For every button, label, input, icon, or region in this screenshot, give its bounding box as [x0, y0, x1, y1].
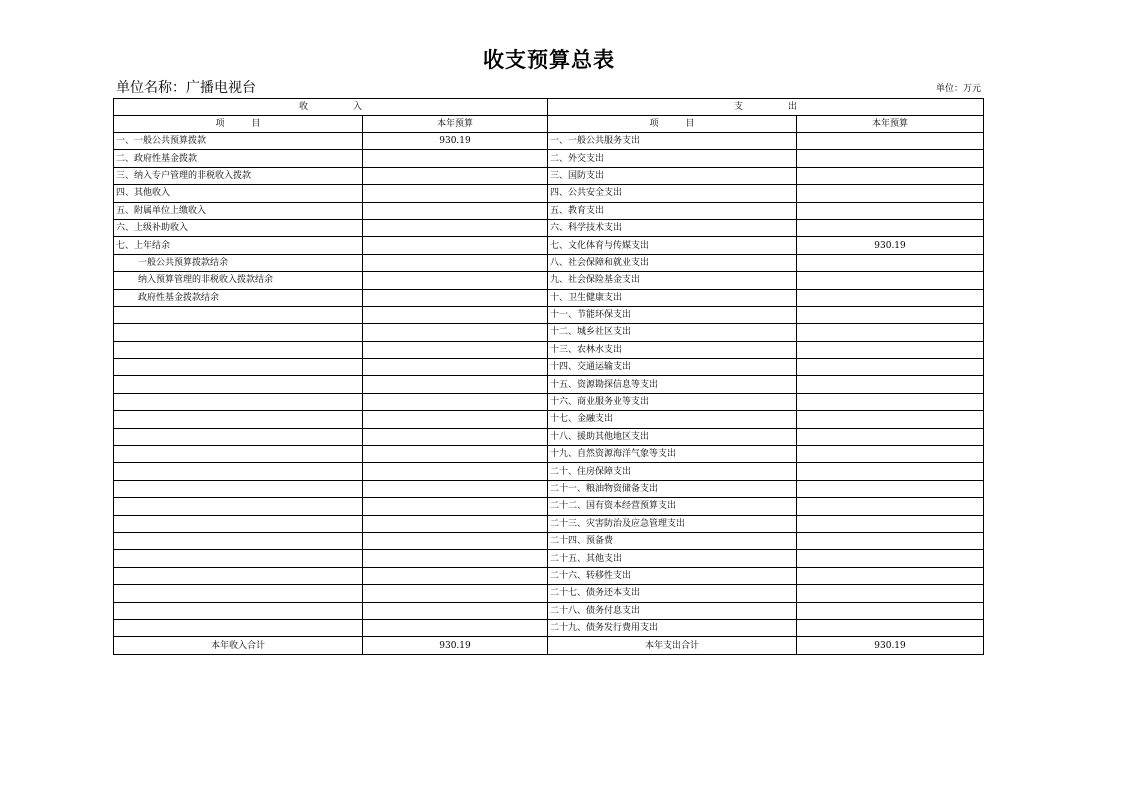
expense-item-cell: 十一、节能环保支出	[548, 306, 797, 323]
income-amount-cell	[363, 359, 548, 376]
table-row	[114, 411, 984, 428]
budget-summary-table	[113, 98, 984, 655]
expense-item-cell: 二十六、转移性支出	[548, 567, 797, 584]
income-amount-cell	[363, 480, 548, 497]
income-item-column-header: 项 目	[114, 116, 363, 133]
income-amount-column-header: 本年预算	[363, 116, 548, 133]
income-amount-cell	[363, 515, 548, 532]
expense-amount-cell	[797, 167, 984, 184]
expense-item-cell: 八、社会保障和就业支出	[548, 254, 797, 271]
table-row	[114, 306, 984, 323]
expense-item-cell: 十八、援助其他地区支出	[548, 428, 797, 445]
income-amount-cell	[363, 567, 548, 584]
table-row	[114, 359, 984, 376]
table-row	[114, 289, 984, 306]
income-item-cell	[114, 480, 363, 497]
expense-item-cell: 二十八、债务付息支出	[548, 602, 797, 619]
income-amount-cell	[363, 498, 548, 515]
expense-item-cell: 六、科学技术支出	[548, 219, 797, 236]
income-amount-cell	[363, 150, 548, 167]
income-amount-cell: 930.19	[363, 133, 548, 150]
income-item-cell	[114, 411, 363, 428]
expense-amount-cell	[797, 150, 984, 167]
expense-amount-cell	[797, 567, 984, 584]
expense-item-cell: 二十一、粮油物资储备支出	[548, 480, 797, 497]
income-amount-cell	[363, 602, 548, 619]
expense-item-cell: 二十九、债务发行费用支出	[548, 619, 797, 636]
expense-amount-cell	[797, 254, 984, 271]
expense-item-column-header: 项 目	[548, 116, 797, 133]
income-item-cell	[114, 602, 363, 619]
expense-item-cell: 四、公共安全支出	[548, 185, 797, 202]
income-item-cell	[114, 515, 363, 532]
table-row	[114, 532, 984, 549]
income-item-cell	[114, 463, 363, 480]
income-amount-cell	[363, 532, 548, 549]
income-item-cell	[114, 359, 363, 376]
table-row	[114, 219, 984, 236]
table-row	[114, 167, 984, 184]
expense-total-amount: 930.19	[797, 637, 984, 654]
expense-item-cell: 一、一般公共服务支出	[548, 133, 797, 150]
expense-item-cell: 二十、住房保障支出	[548, 463, 797, 480]
expense-item-cell: 十、卫生健康支出	[548, 289, 797, 306]
income-amount-cell	[363, 185, 548, 202]
income-amount-cell	[363, 463, 548, 480]
expense-total-label: 本年支出合计	[548, 637, 797, 654]
expense-amount-cell	[797, 498, 984, 515]
expense-amount-cell	[797, 619, 984, 636]
income-item-cell: 五、附属单位上缴收入	[114, 202, 363, 219]
income-item-cell	[114, 567, 363, 584]
expense-amount-cell	[797, 324, 984, 341]
table-row	[114, 324, 984, 341]
income-item-cell	[114, 393, 363, 410]
table-row	[114, 185, 984, 202]
income-item-cell	[114, 550, 363, 567]
page-title: 收支预算总表	[483, 48, 615, 72]
income-item-cell	[114, 619, 363, 636]
income-amount-cell	[363, 446, 548, 463]
expense-amount-cell	[797, 411, 984, 428]
unit-measure-label: 单位：万元	[935, 84, 981, 94]
expense-amount-cell	[797, 428, 984, 445]
expense-amount-cell	[797, 550, 984, 567]
expense-amount-cell	[797, 202, 984, 219]
table-row	[114, 567, 984, 584]
expense-amount-cell	[797, 272, 984, 289]
expense-amount-cell: 930.19	[797, 237, 984, 254]
income-item-cell: 政府性基金拨款结余	[114, 289, 363, 306]
expense-item-cell: 二、外交支出	[548, 150, 797, 167]
income-amount-cell	[363, 237, 548, 254]
expense-amount-cell	[797, 306, 984, 323]
table-row	[114, 393, 984, 410]
table-row	[114, 619, 984, 636]
expense-amount-cell	[797, 602, 984, 619]
expense-amount-cell	[797, 393, 984, 410]
income-amount-cell	[363, 585, 548, 602]
expense-item-cell: 十三、农林水支出	[548, 341, 797, 358]
income-item-cell: 二、政府性基金拨款	[114, 150, 363, 167]
expense-amount-cell	[797, 585, 984, 602]
table-row	[114, 498, 984, 515]
income-item-cell	[114, 532, 363, 549]
income-section-header: 收 入	[114, 99, 548, 116]
table-row	[114, 550, 984, 567]
table-row	[114, 515, 984, 532]
column-header-row	[114, 116, 984, 133]
table-row	[114, 602, 984, 619]
expense-item-cell: 二十二、国有资本经营预算支出	[548, 498, 797, 515]
table-row	[114, 341, 984, 358]
expense-item-cell: 十九、自然资源海洋气象等支出	[548, 446, 797, 463]
table-row	[114, 428, 984, 445]
income-item-cell	[114, 446, 363, 463]
expense-item-cell: 五、教育支出	[548, 202, 797, 219]
expense-amount-cell	[797, 133, 984, 150]
total-row	[114, 637, 984, 654]
table-row	[114, 254, 984, 271]
table-row	[114, 463, 984, 480]
expense-amount-cell	[797, 341, 984, 358]
expense-amount-cell	[797, 463, 984, 480]
income-total-label: 本年收入合计	[114, 637, 363, 654]
income-amount-cell	[363, 393, 548, 410]
section-header-row	[114, 99, 984, 116]
expense-item-cell: 九、社会保险基金支出	[548, 272, 797, 289]
unit-name-label: 单位名称：广播电视台	[116, 80, 256, 96]
table-row	[114, 202, 984, 219]
expense-item-cell: 十四、交通运输支出	[548, 359, 797, 376]
expense-item-cell: 十六、商业服务业等支出	[548, 393, 797, 410]
table-row	[114, 480, 984, 497]
expense-amount-cell	[797, 480, 984, 497]
expense-item-cell: 二十三、灾害防治及应急管理支出	[548, 515, 797, 532]
income-item-cell: 三、纳入专户管理的非税收入拨款	[114, 167, 363, 184]
income-item-cell: 四、其他收入	[114, 185, 363, 202]
income-amount-cell	[363, 428, 548, 445]
expense-amount-cell	[797, 185, 984, 202]
income-item-cell: 六、上级补助收入	[114, 219, 363, 236]
table-row	[114, 272, 984, 289]
expense-item-cell: 二十七、债务还本支出	[548, 585, 797, 602]
income-amount-cell	[363, 376, 548, 393]
expense-amount-cell	[797, 289, 984, 306]
income-amount-cell	[363, 289, 548, 306]
income-amount-cell	[363, 550, 548, 567]
expense-amount-cell	[797, 359, 984, 376]
income-item-cell: 一般公共预算拨款结余	[114, 254, 363, 271]
table-row	[114, 585, 984, 602]
income-amount-cell	[363, 219, 548, 236]
income-item-cell	[114, 376, 363, 393]
expense-item-cell: 三、国防支出	[548, 167, 797, 184]
expense-item-cell: 二十五、其他支出	[548, 550, 797, 567]
expense-amount-column-header: 本年预算	[797, 116, 984, 133]
income-item-cell	[114, 428, 363, 445]
income-item-cell	[114, 585, 363, 602]
table-row	[114, 133, 984, 150]
income-amount-cell	[363, 254, 548, 271]
expense-amount-cell	[797, 532, 984, 549]
income-item-cell	[114, 498, 363, 515]
income-item-cell: 七、上年结余	[114, 237, 363, 254]
table-row	[114, 446, 984, 463]
expense-item-cell: 十二、城乡社区支出	[548, 324, 797, 341]
income-item-cell: 一、一般公共预算拨款	[114, 133, 363, 150]
expense-item-cell: 十五、资源勘探信息等支出	[548, 376, 797, 393]
expense-amount-cell	[797, 219, 984, 236]
expense-item-cell: 十七、金融支出	[548, 411, 797, 428]
income-amount-cell	[363, 411, 548, 428]
table-row	[114, 150, 984, 167]
income-amount-cell	[363, 306, 548, 323]
income-amount-cell	[363, 202, 548, 219]
expense-section-header: 支 出	[548, 99, 984, 116]
income-amount-cell	[363, 324, 548, 341]
income-item-cell	[114, 324, 363, 341]
expense-amount-cell	[797, 446, 984, 463]
income-total-amount: 930.19	[363, 637, 548, 654]
income-amount-cell	[363, 167, 548, 184]
expense-amount-cell	[797, 515, 984, 532]
expense-item-cell: 七、文化体育与传媒支出	[548, 237, 797, 254]
table-row	[114, 376, 984, 393]
expense-amount-cell	[797, 376, 984, 393]
income-amount-cell	[363, 619, 548, 636]
income-item-cell	[114, 341, 363, 358]
income-amount-cell	[363, 272, 548, 289]
expense-item-cell: 二十四、预备费	[548, 532, 797, 549]
income-amount-cell	[363, 341, 548, 358]
table-row	[114, 237, 984, 254]
income-item-cell	[114, 306, 363, 323]
income-item-cell: 纳入预算管理的非税收入拨款结余	[114, 272, 363, 289]
